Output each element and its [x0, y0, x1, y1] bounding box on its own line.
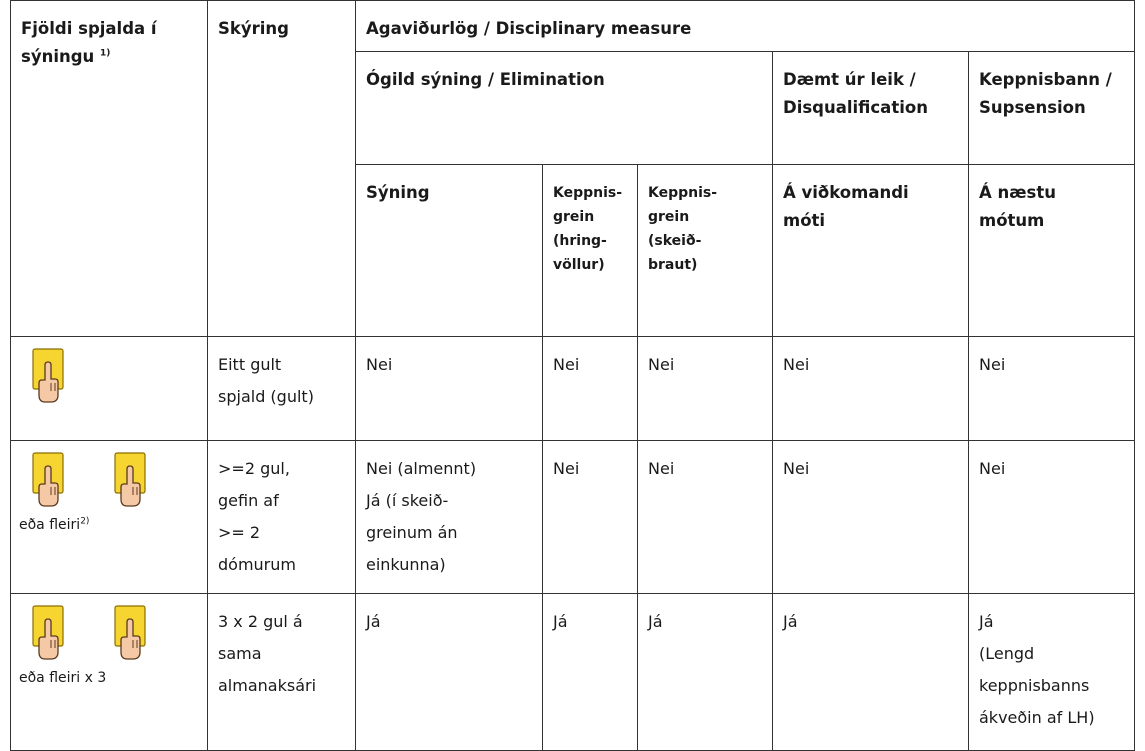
explanation-line: >=2 gul, [218, 459, 290, 478]
footnote-2: 2) [80, 516, 90, 527]
explanation-cell [208, 441, 356, 594]
header-track-line: (skeið- [648, 233, 702, 249]
header-oval-line: Keppnis- [553, 185, 623, 201]
card-cell [11, 441, 208, 594]
header-suspension-line1: Keppnisbann / [979, 70, 1112, 89]
header-current-event [773, 165, 969, 337]
header-next-events [969, 165, 1135, 337]
yellow-card-hand-icon [109, 604, 153, 662]
card-cell [11, 594, 208, 751]
next-events-cell [969, 594, 1135, 751]
explanation-line: >= 2 [218, 523, 261, 542]
explanation-line: 3 x 2 gul á [218, 612, 303, 631]
yellow-card-hand-icon [27, 604, 71, 662]
header-card-count-label: Fjöldi spjalda í sýningu [21, 19, 157, 66]
card-caption [19, 668, 199, 688]
oval-cell: Já [543, 594, 638, 751]
header-oval-line: völlur) [553, 257, 605, 273]
header-elimination: Ógild sýning / Elimination [356, 52, 773, 165]
card-cell [11, 337, 208, 441]
header-disqualification-line2: Disqualification [783, 98, 928, 117]
header-track [638, 165, 773, 337]
oval-cell: Nei [543, 337, 638, 441]
show-line: greinum án [366, 523, 458, 542]
next-events-line: (Lengd [979, 644, 1035, 663]
show-line: Já [366, 612, 381, 631]
next-events-line: Nei [979, 459, 1006, 478]
yellow-card-hand-icon [27, 347, 71, 405]
current-event-cell: Nei [773, 441, 969, 594]
next-events-line: keppnisbanns [979, 676, 1090, 695]
header-disciplinary-measure: Agaviðurlög / Disciplinary measure [356, 1, 1135, 52]
show-line: Nei [366, 355, 393, 374]
yellow-card-hand-icon [27, 451, 71, 509]
explanation-line: sama [218, 644, 262, 663]
track-cell: Nei [638, 337, 773, 441]
footnote-1: 1) [100, 48, 111, 59]
table-row [11, 337, 1135, 441]
track-cell: Nei [638, 441, 773, 594]
header-oval-line: (hring- [553, 233, 607, 249]
explanation-line: Eitt gult [218, 355, 282, 374]
current-event-cell: Já [773, 594, 969, 751]
track-cell: Já [638, 594, 773, 751]
header-current-event-line: móti [783, 211, 826, 230]
current-event-cell: Nei [773, 337, 969, 441]
table-row [11, 594, 1135, 751]
card-caption-text: eða fleiri x 3 [19, 670, 107, 686]
explanation-cell [208, 594, 356, 751]
explanation-line: dómurum [218, 555, 296, 574]
explanation-cell [208, 337, 356, 441]
next-events-line: Nei [979, 355, 1006, 374]
oval-cell: Nei [543, 441, 638, 594]
yellow-card-hand-icon [109, 451, 153, 509]
header-track-line: braut) [648, 257, 698, 273]
next-events-line: ákveðin af LH) [979, 708, 1095, 727]
show-cell [356, 441, 543, 594]
show-line: einkunna) [366, 555, 446, 574]
next-events-cell [969, 441, 1135, 594]
next-events-cell [969, 337, 1135, 441]
explanation-line: spjald (gult) [218, 387, 314, 406]
header-suspension [969, 52, 1135, 165]
card-caption [19, 515, 199, 535]
header-oval [543, 165, 638, 337]
table-row [11, 441, 1135, 594]
show-line: Já (í skeið- [366, 491, 449, 510]
disciplinary-table [10, 0, 1135, 751]
header-track-line: Keppnis- [648, 185, 718, 201]
card-caption-text: eða fleiri [19, 517, 81, 533]
header-show: Sýning [356, 165, 543, 337]
explanation-line: gefin af [218, 491, 279, 510]
header-next-events-line: Á næstu [979, 183, 1057, 202]
header-suspension-line2: Supsension [979, 98, 1086, 117]
show-line: Nei (almennt) [366, 459, 477, 478]
show-cell [356, 337, 543, 441]
header-disqualification [773, 52, 969, 165]
show-cell [356, 594, 543, 751]
header-current-event-line: Á viðkomandi [783, 183, 909, 202]
header-card-count [11, 1, 208, 337]
header-explanation: Skýring [208, 1, 356, 337]
next-events-line: Já [979, 612, 994, 631]
header-next-events-line: mótum [979, 211, 1045, 230]
header-track-line: grein [648, 209, 690, 225]
explanation-line: almanaksári [218, 676, 317, 695]
header-disqualification-line1: Dæmt úr leik / [783, 70, 916, 89]
header-oval-line: grein [553, 209, 595, 225]
